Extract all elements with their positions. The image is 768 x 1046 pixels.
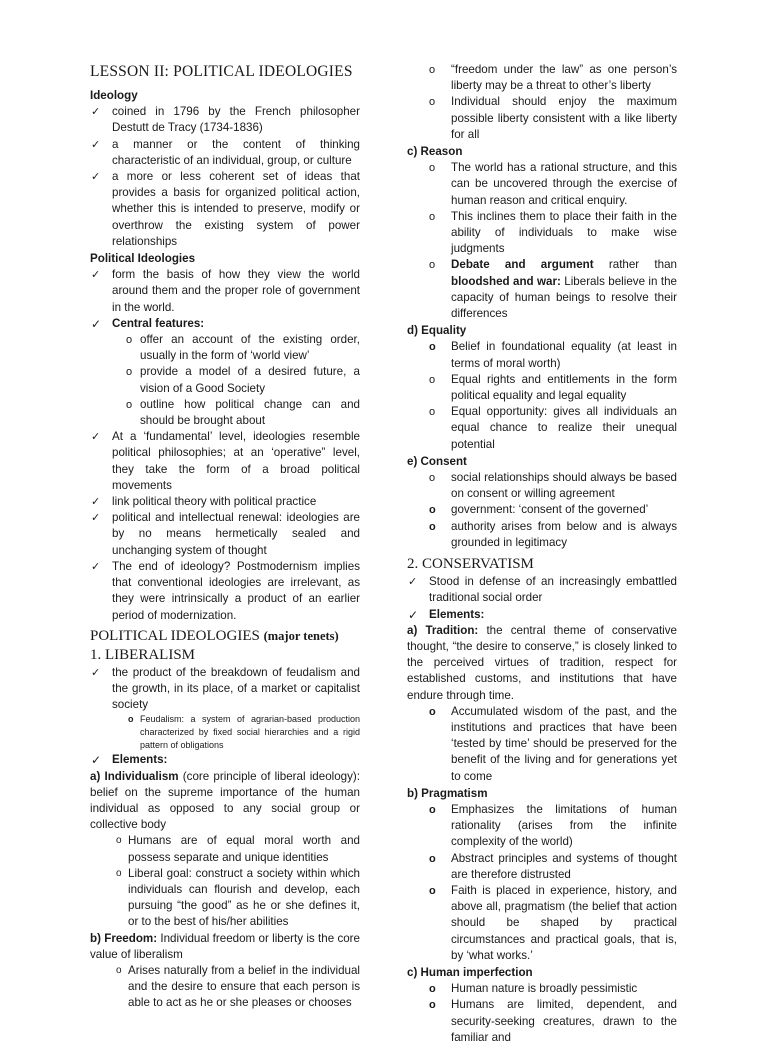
- individualism-text: (core principle of liberal ideology): belief on the supreme importance of the human individual as opposed to any social group or collective body: [90, 769, 360, 832]
- freedom-list-continued: [407, 62, 677, 143]
- list-item: o offer an account of the existing order, usually in the form of ‘world view’: [90, 332, 360, 364]
- list-item: o social relationships should always be based on consent or willing agreement: [407, 470, 677, 502]
- list-item: ✓ a more or less coherent set of ideas that provides a basis for organized political action, whether this is intended to preserve, modify or overthrow the existing system of power relationships: [90, 169, 360, 250]
- tradition-list: [407, 704, 677, 785]
- list-item: [407, 257, 677, 322]
- list-item: ✓ coined in 1796 by the French philosopher Destutt de Tracy (1734-1836): [90, 104, 360, 136]
- reason-heading: c) Reason: [407, 145, 463, 159]
- ideology-heading: Ideology: [90, 89, 138, 102]
- freedom-text: Individual freedom or liberty is the core value of liberalism: [90, 931, 360, 961]
- tradition-label: a) Tradition:: [407, 623, 479, 637]
- equality-list: [407, 339, 677, 452]
- list-item: ✓ a manner or the content of thinking characteristic of an individual, group, or culture: [90, 137, 360, 169]
- central-features-heading: ✓ Central features:: [90, 316, 360, 332]
- freedom-label: b) Freedom:: [90, 931, 158, 945]
- conservatism-title: 2. CONSERVATISM: [407, 556, 534, 573]
- freedom-list: [90, 963, 360, 1012]
- list-item: o government: ‘consent of the governed’: [407, 502, 677, 518]
- conservatism-list: [407, 574, 677, 623]
- human-imperfection-list: [407, 981, 677, 1046]
- consent-list: [407, 470, 677, 551]
- pragmatism-heading: b) Pragmatism: [407, 786, 488, 800]
- list-item: o Humans are limited, dependent, and security-seeking creatures, drawn to the familiar and: [407, 997, 677, 1046]
- list-item: o Abstract principles and systems of thought are therefore distrusted: [407, 851, 677, 883]
- list-item: o The world has a rational structure, and this can be uncovered through the exercise of human reason and critical enquiry.: [407, 160, 677, 209]
- list-item: o provide a model of a desired future, a vision of a Good Society: [90, 364, 360, 396]
- list-item: o Faith is placed in experience, history, and above all, pragmatism (the belief that action should be shaped by practical circumstances and practical goals, that is, by ‘what works.’: [407, 883, 677, 964]
- individualism-label: a) Individualism: [90, 769, 179, 783]
- list-item: o Equal rights and entitlements in the form political equality and legal equality: [407, 372, 677, 404]
- tradition-text: the central theme of conservative thought, “the desire to conserve,” is closely linked to the perceived virtues of tradition, respect for established customs, and institutions that have endure through time.: [407, 623, 678, 702]
- equality-heading: d) Equality: [407, 324, 467, 338]
- list-item: o Arises naturally from a belief in the individual and the desire to ensure that each person is able to act as he or she pleases or chooses: [90, 963, 360, 1012]
- list-item: ✓ The end of ideology? Postmodernism implies that conventional ideologies are irrelevant, as they were intrinsically a product of an earlier period of modernization.: [90, 559, 360, 624]
- ideology-list: [90, 104, 360, 250]
- list-item: ✓ At a ‘fundamental’ level, ideologies resemble political philosophies; at an ‘operative” level, they take the form of a broad political movements: [90, 429, 360, 494]
- pragmatism-list: [407, 802, 677, 964]
- individualism-list: [90, 833, 360, 930]
- list-item: ✓ Stood in defense of an increasingly embattled traditional social order: [407, 574, 677, 606]
- left-column: [90, 62, 360, 1012]
- liberalism-list: [90, 665, 360, 769]
- central-features-list: [90, 332, 360, 429]
- list-item: o Belief in foundational equality (at least in terms of moral worth): [407, 339, 677, 371]
- list-item: o Accumulated wisdom of the past, and the institutions and practices that have been ‘tested by time’ should be preserved for the benefit of the living and for generations yet to come: [407, 704, 677, 785]
- list-item: ✓ political and intellectual renewal: ideologies are by no means hermetically sealed and unchanging system of thought: [90, 510, 360, 559]
- liberalism-title: 1. LIBERALISM: [90, 646, 195, 663]
- debate-bold: Debate and argument: [451, 258, 594, 272]
- major-tenets-title: [90, 627, 360, 645]
- freedom-paragraph: [90, 931, 360, 963]
- tradition-paragraph: [407, 623, 677, 704]
- bloodshed-bold: bloodshed and war:: [451, 274, 561, 288]
- human-imperfection-heading: c) Human imperfection: [407, 965, 533, 979]
- lesson-title: LESSON II: POLITICAL IDEOLOGIES: [90, 63, 353, 80]
- list-item: o outline how political change can and should be brought about: [90, 397, 360, 429]
- elements-heading: ✓ Elements:: [407, 607, 677, 623]
- list-item: o Human nature is broadly pessimistic: [407, 981, 677, 997]
- reason-list: [407, 160, 677, 322]
- elements-heading: ✓ Elements:: [90, 752, 360, 768]
- feudalism-note: o Feudalism: a system of agrarian-based production characterized by fixed social hierarchies and a rigid pattern of obligations: [90, 713, 360, 752]
- list-item: ✓ link political theory with political practice: [90, 494, 360, 510]
- debate-rest: Liberals believe in the capacity of human beings to resolve their differences: [451, 274, 677, 321]
- political-ideologies-heading: Political Ideologies: [90, 252, 196, 266]
- political-ideologies-list: [90, 267, 360, 332]
- list-item: o Humans are of equal moral worth and possess separate and unique identities: [90, 833, 360, 865]
- list-item: o Individual should enjoy the maximum possible liberty consistent with a like liberty for all: [407, 94, 677, 143]
- list-item: o “freedom under the law” as one person’s liberty may be a threat to other’s liberty: [407, 62, 677, 94]
- list-item: o Emphasizes the limitations of human rationality (arises from the infinite complexity of the world): [407, 802, 677, 851]
- major-tenets-sub: (major tenets): [263, 628, 339, 643]
- debate-mid: rather than: [593, 258, 677, 272]
- list-item: ✓ the product of the breakdown of feudalism and the growth, in its place, of a market or capitalist society: [90, 665, 360, 714]
- list-item: o This inclines them to place their faith in the ability of individuals to make wise judgments: [407, 209, 677, 258]
- major-tenets-label: POLITICAL IDEOLOGIES: [90, 627, 260, 644]
- list-item: o authority arises from below and is always grounded in legitimacy: [407, 519, 677, 551]
- list-item: ✓ form the basis of how they view the world around them and the proper role of government in the world.: [90, 267, 360, 316]
- list-item: o Liberal goal: construct a society within which individuals can flourish and develop, each pursuing “the good” as he or she defines it, or to the best of his/her abilities: [90, 866, 360, 931]
- right-column: [407, 62, 677, 1046]
- political-ideologies-list-rest: [90, 429, 360, 623]
- list-item: o Equal opportunity: gives all individuals an equal chance to realize their unequal potential: [407, 404, 677, 453]
- individualism-paragraph: [90, 769, 360, 834]
- consent-heading: e) Consent: [407, 454, 467, 468]
